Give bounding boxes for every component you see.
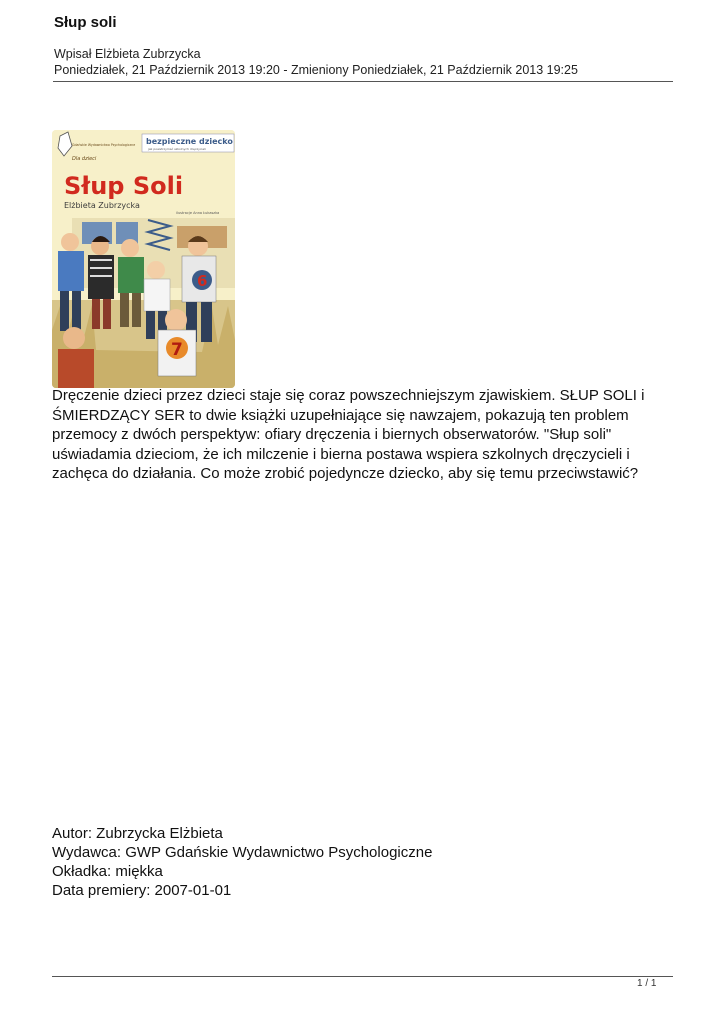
book-details <box>52 824 432 900</box>
detail-cover-type: Okładka: miękka <box>52 863 163 880</box>
cover-author: Elżbieta Zubrzycka <box>64 201 140 210</box>
header-divider <box>53 81 673 82</box>
detail-publisher: Wydawca: GWP Gdańskie Wydawnictwo Psychologiczne <box>52 844 433 861</box>
cover-imprint: Dla dzieci <box>72 156 97 162</box>
cover-jersey-left: 6 <box>197 272 208 290</box>
cover-publisher-mark: Gdańskie Wydawnictwo Psychologiczne <box>72 143 136 147</box>
author-line: Wpisał Elżbieta Zubrzycka <box>54 47 201 61</box>
article-meta <box>54 46 578 78</box>
book-cover-image <box>52 130 235 388</box>
cover-series-sub: jak powstrzymać szkolnych dręczycieli <box>148 147 206 151</box>
book-description: Dręczenie dzieci przez dzieci staje się coraz powszechniejszym zjawiskiem. SŁUP SOLI i ŚMIERDZĄCY SER to dwie książki uzupełniające się nawzajem, pokazują ten problem przemocy z dwóch perspektyw: ofiary dręczenia i biernych obserwatorów. "Słup soli" uświadamia dzieciom, że ich milczenie i bierna postawa wspiera szkolnych dręczycieli i zachęca do działania. Co może zrobić pojedyncze dziecko, aby się temu przeciwstawić? <box>52 387 645 482</box>
cover-series: bezpieczne dziecko <box>146 137 233 146</box>
cover-illustrator: ilustracje Anna Łukaszka <box>176 211 220 215</box>
page-title: Słup soli <box>54 14 117 31</box>
footer-divider <box>52 976 673 977</box>
date-line: Poniedziałek, 21 Październik 2013 19:20 - Zmieniony Poniedziałek, 21 Październik 2013 19:25 <box>54 63 578 77</box>
page-number: 1 / 1 <box>637 978 657 989</box>
cover-jersey-center: 7 <box>171 340 183 360</box>
detail-release-date: Data premiery: 2007-01-01 <box>52 882 232 899</box>
detail-author: Autor: Zubrzycka Elżbieta <box>52 825 223 842</box>
cover-title: Słup Soli <box>64 172 184 200</box>
